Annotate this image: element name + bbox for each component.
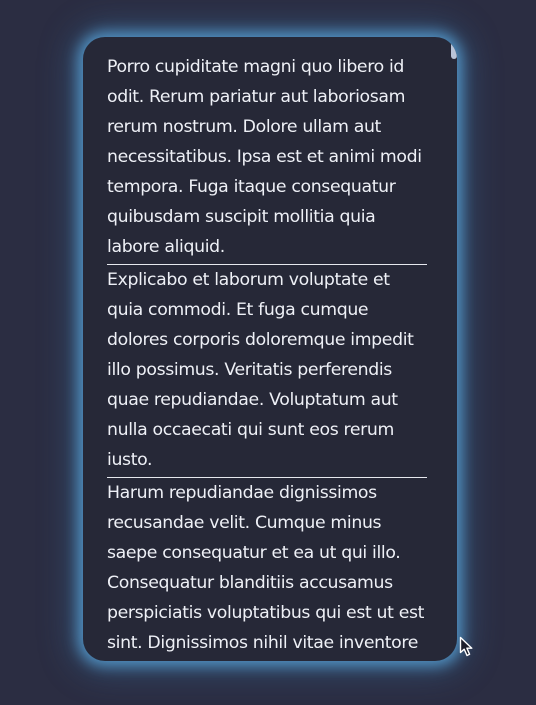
mouse-pointer-icon bbox=[459, 636, 475, 658]
scrollbar-thumb[interactable] bbox=[451, 37, 457, 59]
scroll-area[interactable] bbox=[83, 37, 457, 661]
text-content bbox=[107, 52, 427, 660]
mouse-pointer-icon bbox=[459, 636, 475, 658]
paragraph-3: Harum repudiandae dignissimos recusandae velit. Cumque minus saepe consequatur et ea ut qui illo. Consequatur blanditiis accusamus perspiciatis voluptatibus qui est ut est sint. Dignissimos nihil vitae inventore bbox=[107, 483, 425, 653]
scrollbar[interactable] bbox=[449, 37, 457, 661]
paragraph-2: Explicabo et laborum voluptate et quia commodi. Et fuga cumque dolores corporis doloremque impedit illo possimus. Veritatis perferendis quae repudiandae. Voluptatum aut nulla occaecati qui sunt eos rerum iusto. bbox=[107, 270, 414, 470]
scrollable-text-card[interactable] bbox=[83, 37, 457, 661]
paragraph-1: Porro cupiditate magni quo libero id odit. Rerum pariatur aut laboriosam rerum nostrum. Dolore ullam aut necessitatibus. Ipsa est et animi modi tempora. Fuga itaque consequatur quibusdam suscipit mollitia quia labore aliquid. bbox=[107, 57, 422, 257]
